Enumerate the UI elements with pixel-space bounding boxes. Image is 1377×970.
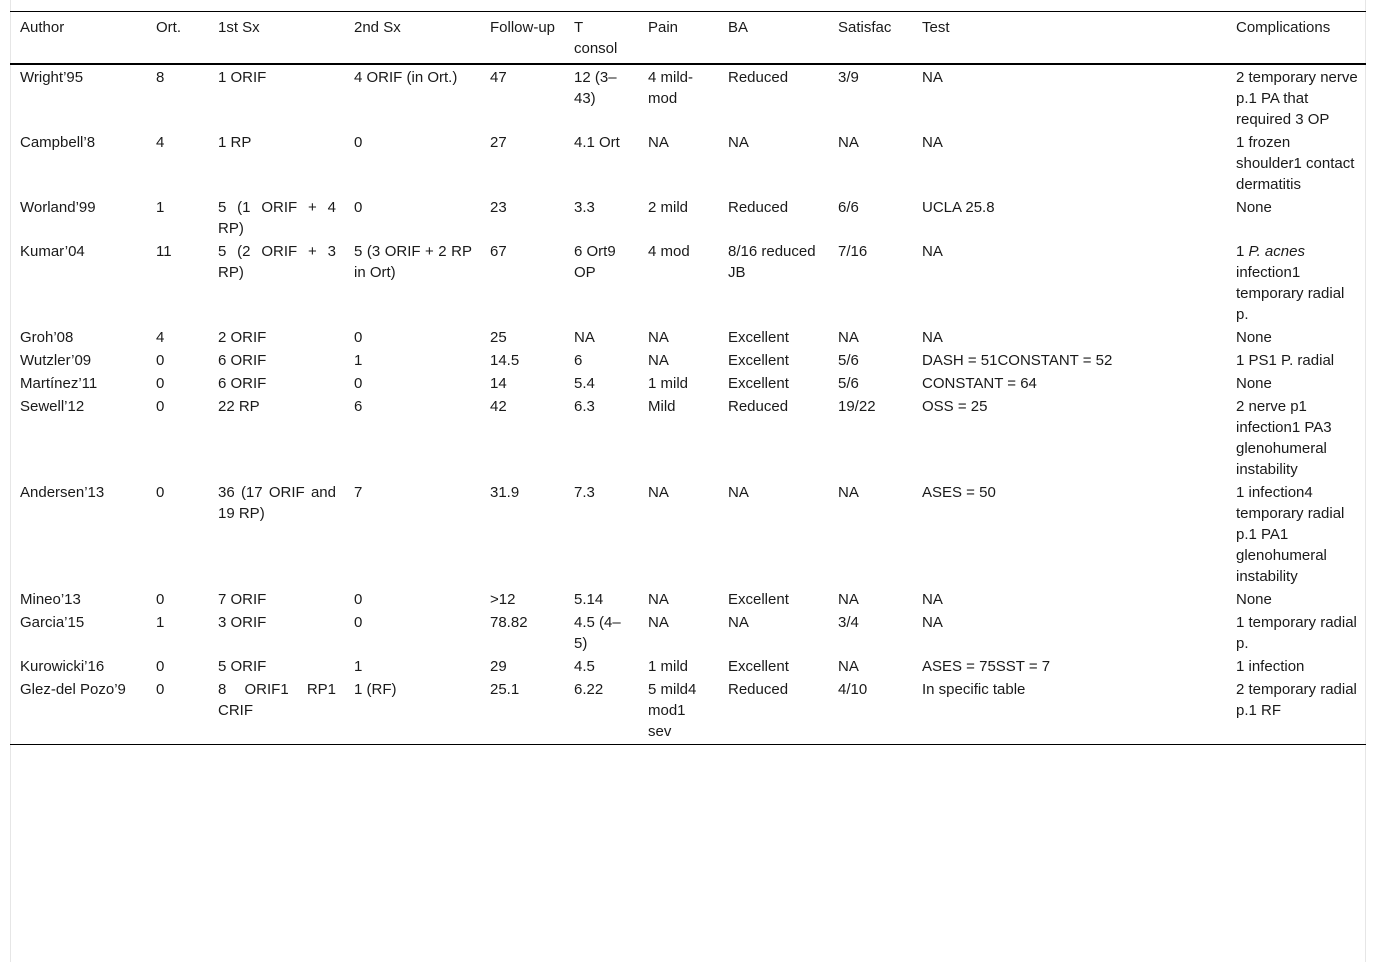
cell-test: CONSTANT = 64 xyxy=(922,375,1037,392)
cell-author: Sewell’12 xyxy=(20,398,85,415)
cell-pain: NA xyxy=(648,329,669,346)
cell-1st-sx: 1 RP xyxy=(218,134,252,151)
cell-2nd-sx: 7 xyxy=(354,484,363,501)
cell-follow-up: 67 xyxy=(490,243,507,260)
cell-pain: 1 mild xyxy=(648,658,689,675)
cell-t-consol: 4.5 xyxy=(574,658,595,675)
cell-t-consol: 3.3 xyxy=(574,199,595,216)
table-row xyxy=(10,482,1366,589)
cell-t-consol: 6.22 xyxy=(574,681,604,698)
cell-follow-up: 47 xyxy=(490,69,507,86)
cell-t-consol: 6.3 xyxy=(574,398,595,415)
cell-test: DASH = 51CONSTANT = 52 xyxy=(922,352,1113,369)
header-satisfac: Satisfac xyxy=(838,19,892,36)
cell-2nd-sx: 6 xyxy=(354,398,363,415)
table-row xyxy=(10,373,1366,396)
header-pain: Pain xyxy=(648,19,679,36)
cell-ort: 0 xyxy=(156,591,165,608)
cell-1st-sx: 5 ORIF xyxy=(218,658,267,675)
cell-follow-up: 23 xyxy=(490,199,507,216)
results-table xyxy=(10,11,1366,745)
cell-author: Martínez’11 xyxy=(20,375,98,392)
cell-t-consol: NA xyxy=(574,329,595,346)
complications-organism: P. acnes xyxy=(1248,243,1305,260)
cell-complications: 1 infection xyxy=(1236,658,1305,675)
cell-ba: 8/16 reduced JB xyxy=(728,243,816,281)
cell-ort: 0 xyxy=(156,398,165,415)
table-row xyxy=(10,64,1366,132)
cell-follow-up: 78.82 xyxy=(490,614,528,631)
cell-test: ASES = 50 xyxy=(922,484,996,501)
cell-t-consol: 4.1 Ort xyxy=(574,134,620,151)
cell-satisfac: NA xyxy=(838,484,859,501)
table-header-row xyxy=(10,12,1366,65)
cell-ort: 0 xyxy=(156,484,165,501)
table-row xyxy=(10,327,1366,350)
cell-t-consol: 12 (3–43) xyxy=(574,69,617,107)
cell-complications: None xyxy=(1236,329,1272,346)
cell-complications: None xyxy=(1236,591,1272,608)
cell-ba: NA xyxy=(728,484,749,501)
cell-test: NA xyxy=(922,243,943,260)
cell-follow-up: 42 xyxy=(490,398,507,415)
cell-pain: NA xyxy=(648,134,669,151)
cell-satisfac: NA xyxy=(838,658,859,675)
cell-author: Kumar’04 xyxy=(20,243,85,260)
cell-author: Andersen’13 xyxy=(20,484,105,501)
cell-test: NA xyxy=(922,134,943,151)
cell-t-consol: 6 xyxy=(574,352,583,369)
cell-ba: NA xyxy=(728,134,749,151)
cell-2nd-sx: 0 xyxy=(354,591,363,608)
cell-1st-sx: 5 (1 ORIF + 4 RP) xyxy=(218,199,336,237)
cell-pain: NA xyxy=(648,484,669,501)
cell-pain: 4 mod xyxy=(648,243,690,260)
cell-author: Campbell’8 xyxy=(20,134,96,151)
cell-pain: 5 mild4 mod1 sev xyxy=(648,681,697,740)
cell-test: UCLA 25.8 xyxy=(922,199,995,216)
cell-author: Groh’08 xyxy=(20,329,74,346)
cell-ort: 0 xyxy=(156,681,165,698)
cell-follow-up: >12 xyxy=(490,591,516,608)
cell-follow-up: 25 xyxy=(490,329,507,346)
cell-pain: 4 mild-mod xyxy=(648,69,694,107)
cell-follow-up: 31.9 xyxy=(490,484,520,501)
cell-ba: Excellent xyxy=(728,658,789,675)
table-row xyxy=(10,396,1366,482)
cell-follow-up: 29 xyxy=(490,658,507,675)
table-row xyxy=(10,656,1366,679)
complications-text-pre: 1 xyxy=(1236,243,1249,260)
cell-test: NA xyxy=(922,329,943,346)
cell-t-consol: 4.5 (4–5) xyxy=(574,614,621,652)
cell-complications: 2 temporary radial p.1 RF xyxy=(1236,681,1357,719)
cell-1st-sx: 5 (2 ORIF + 3 RP) xyxy=(218,243,336,281)
table-row xyxy=(10,589,1366,612)
cell-complications: 2 nerve p1 infection1 PA3 glenohumeral instability xyxy=(1236,398,1332,478)
cell-complications: 1 PS1 P. radial xyxy=(1236,352,1335,369)
cell-ort: 11 xyxy=(156,243,172,260)
table-row xyxy=(10,679,1366,745)
cell-satisfac: NA xyxy=(838,591,859,608)
cell-author: Glez-del Pozo’9 xyxy=(20,681,126,698)
cell-test: NA xyxy=(922,614,943,631)
header-t-consol: T consol xyxy=(574,19,618,57)
cell-ba: Reduced xyxy=(728,398,789,415)
cell-ba: Reduced xyxy=(728,69,789,86)
cell-2nd-sx: 1 xyxy=(354,352,363,369)
cell-follow-up: 27 xyxy=(490,134,507,151)
cell-2nd-sx: 0 xyxy=(354,375,363,392)
cell-pain: 2 mild xyxy=(648,199,689,216)
cell-2nd-sx: 5 (3 ORIF + 2 RP in Ort) xyxy=(354,243,472,281)
cell-2nd-sx: 0 xyxy=(354,614,363,631)
header-ba: BA xyxy=(728,19,749,36)
table-row xyxy=(10,350,1366,373)
header-test: Test xyxy=(922,19,950,36)
cell-pain: NA xyxy=(648,614,669,631)
cell-satisfac: 7/16 xyxy=(838,243,868,260)
cell-ort: 1 xyxy=(156,614,165,631)
cell-satisfac: 5/6 xyxy=(838,352,859,369)
cell-author: Garcia’15 xyxy=(20,614,85,631)
cell-test: In specific table xyxy=(922,681,1026,698)
cell-follow-up: 14 xyxy=(490,375,507,392)
cell-1st-sx: 1 ORIF xyxy=(218,69,267,86)
cell-ba: Reduced xyxy=(728,199,789,216)
cell-ort: 4 xyxy=(156,329,165,346)
table-body xyxy=(10,64,1366,745)
cell-satisfac: 3/4 xyxy=(838,614,859,631)
cell-ba: Excellent xyxy=(728,329,789,346)
cell-ort: 8 xyxy=(156,69,165,86)
cell-1st-sx: 2 ORIF xyxy=(218,329,267,346)
header-complications: Complications xyxy=(1236,19,1331,36)
cell-2nd-sx: 0 xyxy=(354,199,363,216)
cell-t-consol: 7.3 xyxy=(574,484,595,501)
cell-satisfac: 5/6 xyxy=(838,375,859,392)
cell-t-consol: 6 Ort9 OP xyxy=(574,243,616,281)
cell-test: NA xyxy=(922,591,943,608)
cell-follow-up: 25.1 xyxy=(490,681,520,698)
cell-1st-sx: 8 ORIF1 RP1 CRIF xyxy=(218,681,336,719)
cell-t-consol: 5.4 xyxy=(574,375,595,392)
header-2nd-sx: 2nd Sx xyxy=(354,19,401,36)
cell-1st-sx: 36 (17 ORIF and 19 RP) xyxy=(218,484,336,522)
header-follow-up: Follow-up xyxy=(490,19,556,36)
cell-pain: 1 mild xyxy=(648,375,689,392)
cell-complications: None xyxy=(1236,199,1272,216)
cell-ba: Excellent xyxy=(728,352,789,369)
cell-follow-up: 14.5 xyxy=(490,352,520,369)
cell-2nd-sx: 0 xyxy=(354,134,363,151)
cell-ba: Reduced xyxy=(728,681,789,698)
table-row xyxy=(10,612,1366,656)
cell-1st-sx: 7 ORIF xyxy=(218,591,267,608)
cell-1st-sx: 6 ORIF xyxy=(218,352,267,369)
header-author: Author xyxy=(20,19,65,36)
cell-pain: NA xyxy=(648,352,669,369)
cell-author: Wright’95 xyxy=(20,69,84,86)
table-row xyxy=(10,132,1366,197)
cell-complications xyxy=(1226,241,1366,327)
cell-1st-sx: 6 ORIF xyxy=(218,375,267,392)
cell-test: ASES = 75SST = 7 xyxy=(922,658,1051,675)
cell-author: Mineo’13 xyxy=(20,591,81,608)
cell-test: OSS = 25 xyxy=(922,398,988,415)
cell-satisfac: 19/22 xyxy=(838,398,876,415)
cell-author: Worland’99 xyxy=(20,199,96,216)
cell-ort: 0 xyxy=(156,375,165,392)
header-1st-sx: 1st Sx xyxy=(218,19,260,36)
cell-ort: 0 xyxy=(156,352,165,369)
cell-complications: 1 frozen shoulder1 contact dermatitis xyxy=(1236,134,1355,193)
cell-ba: NA xyxy=(728,614,749,631)
cell-satisfac: 4/10 xyxy=(838,681,868,698)
cell-satisfac: 3/9 xyxy=(838,69,859,86)
cell-test: NA xyxy=(922,69,943,86)
cell-complications: 1 temporary radial p. xyxy=(1236,614,1357,652)
cell-complications: 1 infection4 temporary radial p.1 PA1 glenohumeral instability xyxy=(1236,484,1345,585)
cell-pain: Mild xyxy=(648,398,676,415)
cell-t-consol: 5.14 xyxy=(574,591,604,608)
cell-2nd-sx: 1 xyxy=(354,658,363,675)
cell-satisfac: NA xyxy=(838,134,859,151)
cell-satisfac: 6/6 xyxy=(838,199,859,216)
cell-author: Kurowicki’16 xyxy=(20,658,105,675)
cell-satisfac: NA xyxy=(838,329,859,346)
cell-complications: 2 temporary nerve p.1 PA that required 3 OP xyxy=(1236,69,1358,128)
cell-2nd-sx: 4 ORIF (in Ort.) xyxy=(354,69,458,86)
cell-complications: None xyxy=(1236,375,1272,392)
cell-ba: Excellent xyxy=(728,375,789,392)
header-ort: Ort. xyxy=(156,19,181,36)
complications-text-post: infection1 temporary radial p. xyxy=(1236,264,1345,323)
cell-pain: NA xyxy=(648,591,669,608)
cell-ort: 0 xyxy=(156,658,165,675)
cell-author: Wutzler’09 xyxy=(20,352,92,369)
table-row xyxy=(10,241,1366,327)
table-row xyxy=(10,197,1366,241)
cell-2nd-sx: 1 (RF) xyxy=(354,681,397,698)
cell-ba: Excellent xyxy=(728,591,789,608)
cell-2nd-sx: 0 xyxy=(354,329,363,346)
cell-1st-sx: 3 ORIF xyxy=(218,614,267,631)
cell-1st-sx: 22 RP xyxy=(218,398,260,415)
cell-ort: 1 xyxy=(156,199,165,216)
cell-ort: 4 xyxy=(156,134,165,151)
